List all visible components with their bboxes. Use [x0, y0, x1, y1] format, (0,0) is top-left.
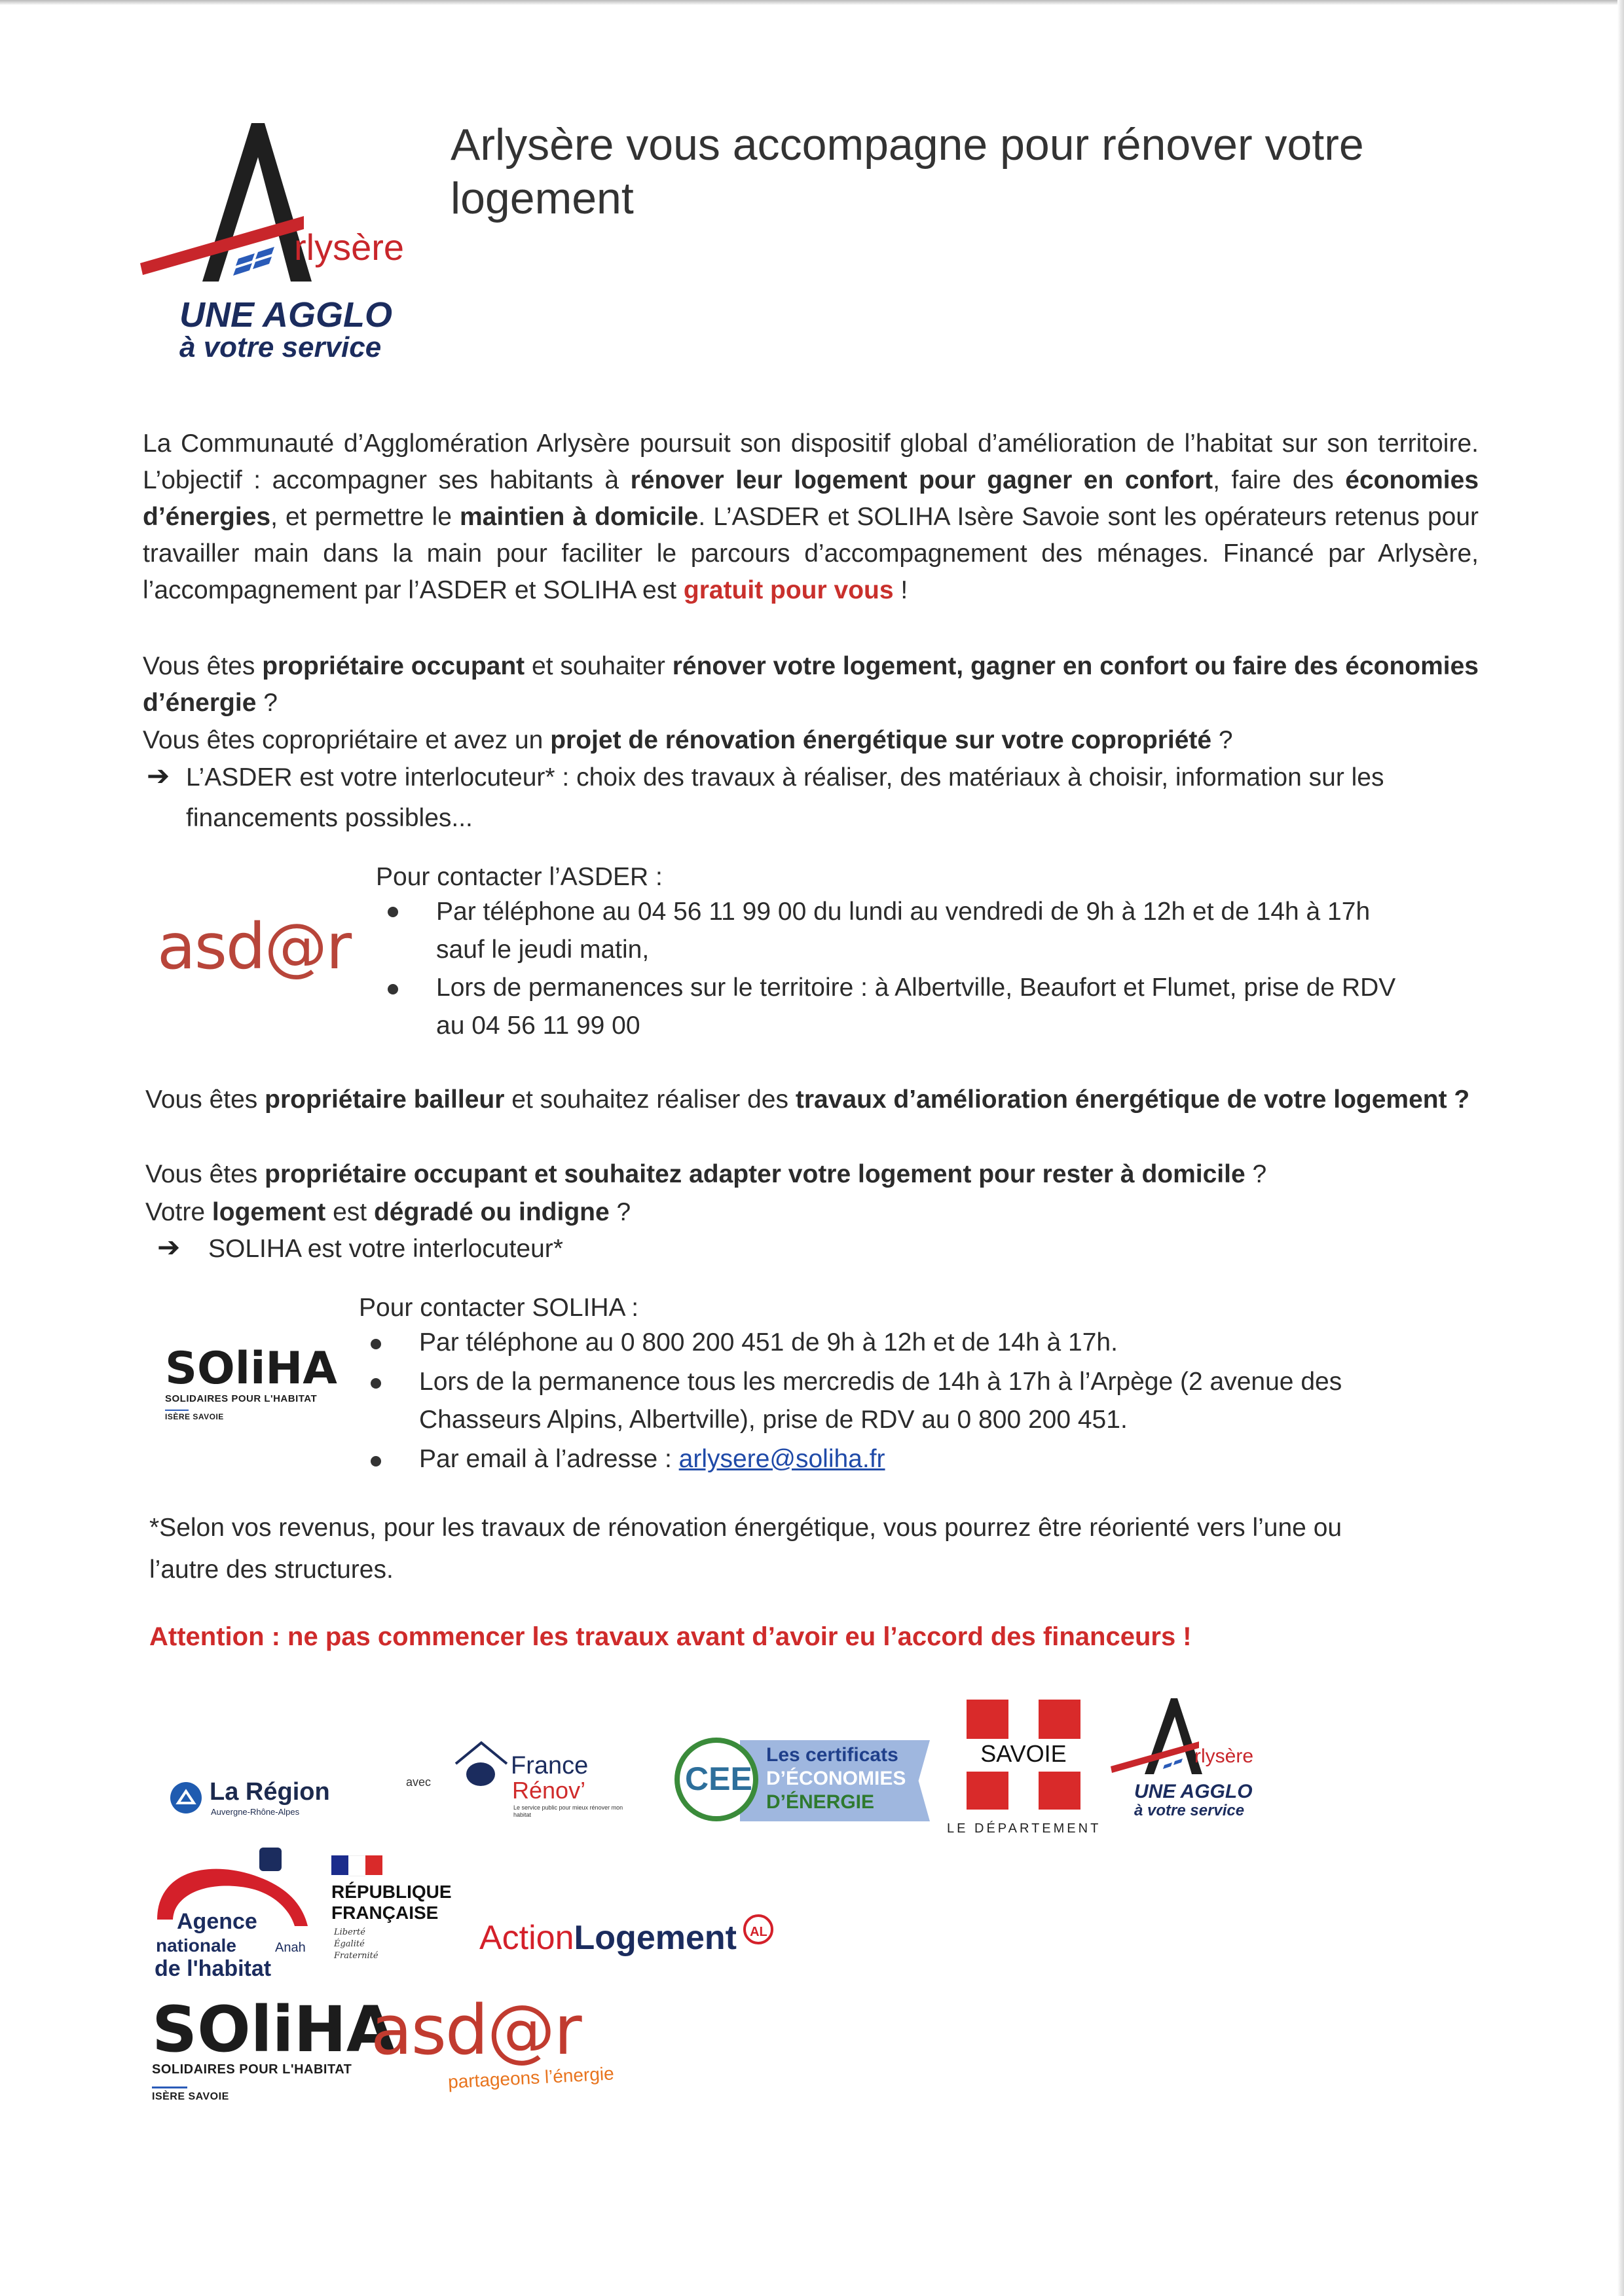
rf-line1: RÉPUBLIQUE [331, 1882, 452, 1902]
arlysere-logo-tagline1: UNE AGGLO [179, 295, 393, 335]
savoie-sub: LE DÉPARTEMENT [947, 1821, 1101, 1836]
footnote-line1: *Selon vos revenus, pour les travaux de rénovation énergétique, vous pourrez être réorienté vers l’une ou [149, 1514, 1342, 1542]
scan-edge-right [1617, 0, 1624, 2296]
permanence-line1: Lors de permanences sur le territoire : à Albertville, Beaufort et Flumet, prise de RDV [436, 974, 1396, 1002]
france-renov-sub: Le service public pour mieux rénover mon habitat [513, 1804, 623, 1818]
anah-line3: de l'habitat [155, 1956, 272, 1981]
intro-text: . L’ASDER et SOLIHA Isère Savoie sont les opérateurs retenus pour travailler main dans la main pour faciliter le parcours d’accompagnement des ménages. Financé par Arlysère, l’accompagnement par l’ASDER et SOLIHA est [143, 503, 1479, 604]
bold-text: travaux d’amélioration énergétique de votre logement ? [795, 1085, 1470, 1114]
action-logement-part1: Action [479, 1919, 574, 1957]
bullet-icon [388, 907, 398, 917]
arlysere-partner-tag2: à votre service [1134, 1802, 1245, 1819]
asder-contact-phone [436, 893, 1484, 969]
region-sub: Auvergne-Rhône-Alpes [211, 1807, 300, 1817]
asder-logo-text: asd@r [157, 910, 351, 983]
cee-badge: CEE [685, 1760, 752, 1797]
arrow-right-icon: ➔ [157, 1231, 181, 1262]
soliha-arrow-line: SOLIHA est votre interlocuteur* [208, 1235, 563, 1263]
bold-text: dégradé ou indigne [373, 1198, 610, 1226]
permanence-line1: Lors de la permanence tous les mercredis de 14h à 17h à l’Arpège (2 avenue des [419, 1368, 1342, 1396]
bold-text: propriétaire occupant [262, 652, 525, 680]
email-prefix: Par email à l’adresse : [419, 1445, 679, 1473]
soliha-partner-text: SOliHA [152, 1993, 396, 2066]
rf-line2: FRANÇAISE [331, 1903, 439, 1923]
asder-contact-heading: Pour contacter l’ASDER : [376, 863, 663, 891]
cee-line2: D’ÉCONOMIES [766, 1768, 906, 1789]
intro-text: , et permettre le [270, 503, 460, 531]
rf-flag-red [365, 1855, 382, 1875]
scan-edge-top [0, 0, 1624, 5]
text: ? [256, 689, 278, 717]
attention-warning: Attention : ne pas commencer les travaux avant d’avoir eu l’accord des financeurs ! [149, 1622, 1192, 1651]
bullet-icon [388, 984, 398, 994]
intro-bold: rénover leur logement pour gagner en confort [630, 466, 1213, 494]
asder-question-2 [143, 722, 1233, 759]
france-renov-line1: France [511, 1752, 589, 1779]
action-logement-badge: AL [743, 1914, 773, 1944]
phone-line2: sauf le jeudi matin, [436, 936, 650, 964]
anah-line2: nationale [156, 1935, 236, 1956]
soliha-contact-permanence [419, 1363, 1480, 1439]
text: ? [1211, 726, 1233, 754]
savoie-logo [947, 1700, 1124, 1844]
soliha-partner-sub2: ISÈRE SAVOIE [152, 2091, 229, 2102]
asder-partner-text: asd@r [371, 1990, 581, 2070]
bold-text: logement [212, 1198, 326, 1226]
soliha-logo [165, 1345, 337, 1421]
asder-partner-tagline: partageons l’énergie [447, 2063, 615, 2092]
arlysere-partner-logo [1111, 1696, 1274, 1840]
intro-text: La Communauté d’Agglomération Arlysère poursuit son dispositif global d’amélioration de l’habitat sur son territoire. L’objectif : accompagner ses habitants à [143, 429, 1479, 494]
text: Vous êtes [145, 1085, 265, 1114]
anah-line4: Anah [275, 1941, 306, 1955]
asder-arrow-line1: L’ASDER est votre interlocuteur* : choix des travaux à réaliser, des matériaux à choisir, information sur les [186, 763, 1384, 792]
page-title-line2: logement [451, 173, 634, 223]
arlysere-logo-tagline2: à votre service [179, 331, 382, 363]
soliha-partner-logo [152, 1993, 396, 2103]
text: ? [609, 1198, 631, 1226]
text: ? [1245, 1160, 1267, 1188]
region-badge-icon [169, 1781, 203, 1815]
savoie-name: SAVOIE [980, 1740, 1067, 1767]
bold-text: propriétaire occupant et souhaitez adapter votre logement pour rester à domicile [265, 1160, 1246, 1188]
soliha-partner-sub1: SOLIDAIRES POUR L'HABITAT [152, 2062, 352, 2077]
permanence-line2: au 04 56 11 99 00 [436, 1011, 640, 1040]
cee-line1: Les certificats [766, 1744, 898, 1766]
bullet-icon [371, 1378, 381, 1389]
permanence-line2: Chasseurs Alpins, Albertville), prise de RDV au 0 800 200 451. [419, 1406, 1128, 1434]
intro-text: , faire des [1213, 466, 1346, 494]
asder-arrow-line2: financements possibles... [186, 804, 473, 832]
arlysere-logo [140, 118, 441, 367]
asder-contact-permanence [436, 969, 1484, 1045]
soliha-contact-heading: Pour contacter SOLIHA : [359, 1294, 639, 1322]
france-renov-house-icon [452, 1738, 511, 1796]
region-name: La Région [210, 1778, 330, 1806]
divider [152, 2086, 187, 2088]
intro-bold: économies d’énergies [143, 466, 1479, 531]
bold-text: propriétaire bailleur [265, 1085, 505, 1114]
bold-text: rénover votre logement, gagner en confort ou faire des économies d’énergie [143, 652, 1479, 717]
avec-label: avec [406, 1776, 432, 1789]
text: et souhaitez réaliser des [504, 1085, 796, 1114]
bullet-icon [371, 1456, 381, 1467]
anah-logo [151, 1848, 327, 1985]
footnote-line2: l’autre des structures. [149, 1556, 394, 1584]
rf-motto1: Liberté [334, 1927, 365, 1937]
rf-logo [331, 1855, 475, 1973]
cee-line3: D’ÉNERGIE [766, 1791, 875, 1813]
rf-motto2: Égalité [334, 1939, 365, 1949]
email-link[interactable]: arlysere@soliha.fr [678, 1445, 885, 1473]
anah-line1: Agence [177, 1909, 257, 1934]
soliha-contact-email [419, 1440, 885, 1478]
intro-bold: maintien à domicile [459, 503, 699, 531]
soliha-logo-sub1: SOLIDAIRES POUR L'HABITAT [165, 1393, 318, 1404]
text: Vous êtes [145, 1160, 265, 1188]
rf-flag-white [348, 1855, 365, 1876]
action-logement-part2: Logement [574, 1919, 737, 1957]
soliha-contact-phone: Par téléphone au 0 800 200 451 de 9h à 12h et de 14h à 17h. [419, 1328, 1118, 1357]
divider [165, 1410, 189, 1411]
page-title [451, 118, 1511, 225]
soliha-question-3 [145, 1194, 631, 1231]
rf-flag-blue [331, 1855, 348, 1875]
action-logement-logo [479, 1918, 773, 1958]
bold-text: projet de rénovation énergétique sur votre copropriété [550, 726, 1212, 754]
arlysere-partner-name: rlysère [1194, 1745, 1254, 1767]
text: Vous êtes copropriétaire et avez un [143, 726, 551, 754]
soliha-question-2 [145, 1156, 1266, 1193]
intro-paragraph [143, 426, 1479, 609]
france-renov-line2: Rénov’ [512, 1777, 586, 1804]
soliha-question-1 [145, 1082, 1481, 1118]
text: Vous êtes [143, 652, 263, 680]
asder-logo [157, 910, 350, 983]
arlysere-partner-tag1: UNE AGGLO [1134, 1781, 1253, 1802]
text: Votre [145, 1198, 212, 1226]
soliha-logo-text: SOliHA [165, 1343, 337, 1394]
phone-line1: Par téléphone au 04 56 11 99 00 du lundi au vendredi de 9h à 12h et de 14h à 17h [436, 898, 1371, 926]
asder-partner-logo [371, 1990, 615, 2092]
arlysere-logo-name: rlysère [294, 227, 405, 268]
arrow-right-icon: ➔ [147, 760, 170, 791]
text: et souhaiter [525, 652, 673, 680]
asder-question-1 [143, 648, 1479, 721]
rf-motto3: Fraternité [334, 1951, 378, 1961]
intro-text: ! [893, 576, 908, 604]
soliha-logo-sub2: ISÈRE SAVOIE [165, 1412, 224, 1421]
free-highlight: gratuit pour vous [683, 576, 894, 604]
page-title-line1: Arlysère vous accompagne pour rénover votre [451, 120, 1364, 170]
text: est [325, 1198, 374, 1226]
cee-logo [674, 1738, 913, 1823]
bullet-icon [371, 1339, 381, 1349]
